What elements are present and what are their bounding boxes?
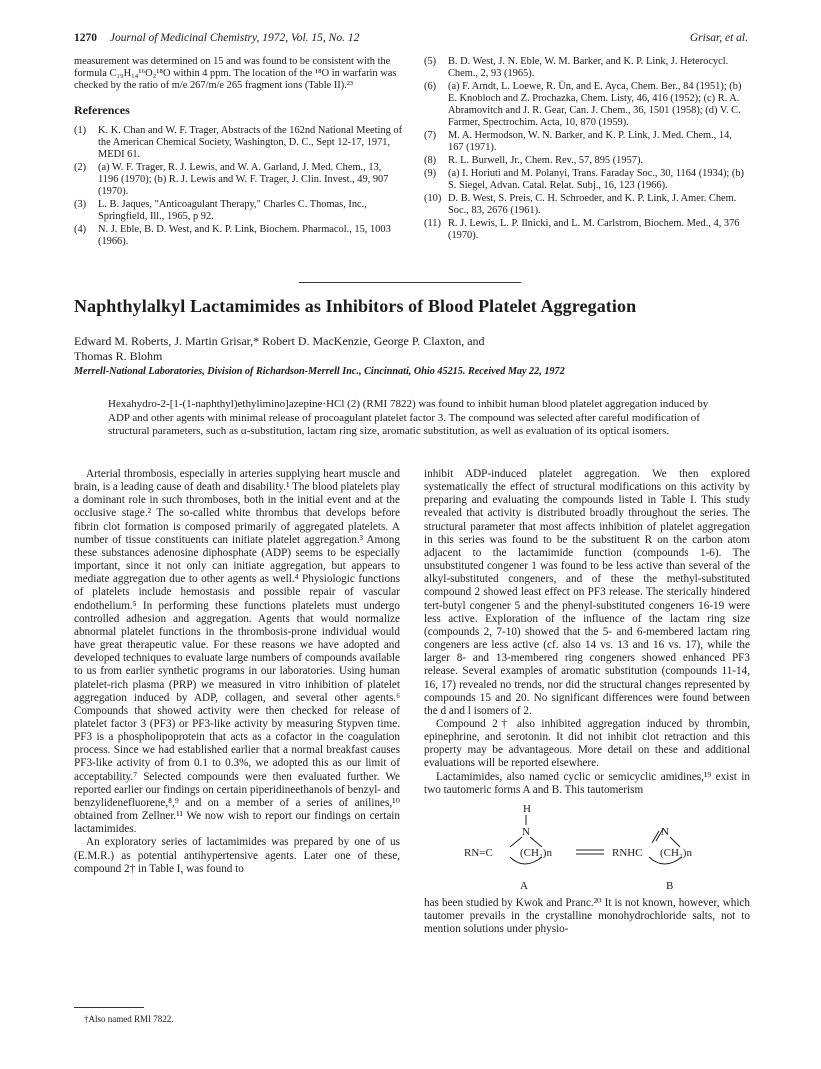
body-paragraph: Lactamimides, also named cyclic or semicyclic amidines,¹⁹ exist in two tautomeric forms A and B. This tautomerism — [424, 770, 750, 796]
reference-number: (3) — [74, 199, 87, 210]
reference-text: (a) F. Arndt, L. Loewe, R. Ün, and E. Ayca, Chem. Ber., 84 (1951); (b) E. Knobloch and Z. Prochazka, Chem. Listy, 46, 416 (1952); (c) R. A. Abramovitch and J. R. Gear, Can. J. Chem., 36, 1501 (1958); (d) V. C. Farmer, Spectrochim. Acta, 10, 870 (1959). — [448, 81, 742, 128]
ring-nitrogen-a: N — [522, 825, 530, 838]
reference-list-left — [74, 125, 404, 248]
page-number: 1270 — [74, 32, 97, 44]
reference-number: (2) — [74, 162, 87, 173]
footnote: †Also named RMI 7822. — [84, 1014, 174, 1024]
reference-number: (11) — [424, 218, 441, 229]
form-a-label: A — [520, 879, 528, 892]
reference-item — [74, 162, 404, 198]
form-b-ring-label: (CH₂)n — [660, 846, 692, 859]
section-divider — [299, 282, 521, 283]
reference-item — [424, 56, 750, 80]
ring-bond-a2 — [530, 837, 542, 847]
body-column-left — [74, 468, 400, 876]
reference-text: K. K. Chan and W. F. Trager, Abstracts of the 162nd National Meeting of the American Chemical Society, Washington, D. C., Sept 12-17, 1971, MEDI 61. — [98, 125, 403, 160]
reference-number: (1) — [74, 125, 87, 136]
reference-item — [424, 155, 750, 167]
reference-list-right — [424, 56, 750, 242]
reference-item — [74, 224, 404, 248]
reference-text: (a) I. Horiuti and M. Polanyi, Trans. Faraday Soc., 30, 1164 (1934); (b) S. Siegel, Advan. Catal. Relat. Subj., 16, 123 (1966). — [448, 168, 745, 191]
previous-article-end — [74, 56, 404, 249]
body-column-right — [424, 468, 750, 936]
reference-text: N. J. Eble, B. D. West, and K. P. Link, Biochem. Pharmacol., 15, 1003 (1966). — [98, 224, 391, 247]
form-a-ring-label: (CH₂)n — [520, 846, 552, 859]
form-a-left-group: RN=C — [464, 846, 493, 859]
references-heading: References — [74, 103, 130, 117]
article-abstract: Hexahydro-2-[1-(1-naphthyl)ethylimino]azepine·HCl (2) (RMI 7822) was found to inhibit human blood platelet aggregation induced by ADP and other agents with minimal release of procoagulant platelet factor 3. The compound was selected after careful modification of structural parameters, such as α-substitution, lactam ring size, aromatic substitution, as well as evaluation of its optical isomers. — [108, 398, 709, 437]
reference-text: B. D. West, J. N. Eble, W. M. Barker, and K. P. Link, J. Heterocycl. Chem., 2, 93 (1965). — [448, 56, 729, 79]
hydrogen-label: H — [523, 802, 531, 815]
reference-item — [424, 218, 750, 242]
ring-bond-b — [670, 837, 680, 847]
ring-nitrogen-b: N — [661, 825, 669, 838]
carryover-text: measurement was determined on 15 and was found to be consistent with the formula C₁₉H₁₄¹⁶O₂¹⁸O within 4 ppm. The location of the ¹⁸O in warfarin was checked by the ratio of m/e 267/m/e 265 fragment ions (Table II).²³ — [74, 56, 397, 91]
reference-text: M. A. Hermodson, W. N. Barker, and K. P. Link, J. Med. Chem., 14, 167 (1971). — [448, 130, 732, 153]
reference-number: (4) — [74, 224, 87, 235]
tautomer-scheme — [424, 801, 750, 895]
reference-number: (7) — [424, 130, 437, 141]
article-affiliation: Merrell-National Laboratories, Division of Richardson-Merrell Inc., Cincinnati, Ohio 45215. Received May 22, 1972 — [74, 366, 565, 377]
body-paragraph: has been studied by Kwok and Pranc.²⁰ It is not known, however, which tautomer prevails in the crystalline monohydrochloride salts, not to mention solutions under physio- — [424, 896, 750, 936]
reference-text: (a) W. F. Trager, R. J. Lewis, and W. A. Garland, J. Med. Chem., 13, 1196 (1970); (b) R. J. Lewis and W. F. Trager, J. Clin. Invest., 49, 907 (1970). — [98, 162, 389, 197]
reference-item — [74, 125, 404, 161]
body-paragraph: An exploratory series of lactamimides was prepared by one of us (E.M.R.) as potential antihypertensive agents. Later one of these, compound 2† in Table I, was found to — [74, 836, 400, 875]
article-authors: Edward M. Roberts, J. Martin Grisar,* Robert D. MacKenzie, George P. Claxton, and Thomas R. Blohm — [74, 334, 485, 363]
reference-number: (9) — [424, 168, 437, 179]
reference-number: (6) — [424, 81, 437, 92]
footnote-rule — [74, 1007, 144, 1008]
reference-item — [74, 199, 404, 223]
reference-text: R. L. Burwell, Jr., Chem. Rev., 57, 895 (1957). — [448, 155, 644, 166]
reference-item — [424, 81, 750, 129]
reference-number: (8) — [424, 155, 437, 166]
tautomer-structure-svg — [464, 801, 714, 893]
reference-text: D. B. West, S. Preis, C. H. Schroeder, and K. P. Link, J. Amer. Chem. Soc., 83, 2676 (1961). — [448, 193, 737, 216]
running-author: Grisar, et al. — [689, 32, 748, 44]
article-title: Naphthylalkyl Lactamimides as Inhibitors of Blood Platelet Aggregation — [74, 296, 637, 316]
running-header — [74, 32, 748, 44]
reference-item — [424, 193, 750, 217]
body-paragraph: inhibit ADP-induced platelet aggregation. We then explored systematically the effect of structural modifications on this activity by preparing and evaluating the compounds listed in Table I. This study revealed that activity is distributed broadly throughout the series. The structural parameter that most affects inhibition of platelet aggregation in this series was found to be the substituent R on the carbon atom adjacent to the lactamimide function (compounds 1-6). The unsubstituted congener 1 was found to be less active than several of the alkyl-substituted congeners, and of these the methyl-substituted compound 2 showed least effect on PF3 release. The sterically hindered tert-butyl congener 5 and the phenyl-substituted congeners 16-19 were less active. Exploration of the influence of the lactam ring size (compounds 2, 7-10) showed that the 5- and 6-membered lactam ring congeners are less active (cf. also 14 vs. 13 and 16 vs. 17), while the larger 8- and 13-membered ring congeners showed enhanced PF3 release. Several examples of aromatic substitution (compounds 11-14, 16, 17) revealed no trends, nor did the structural changes represented by compounds 15 and 20. No significant differences were found between the d and l isomers of 2. — [424, 468, 750, 717]
reference-text: L. B. Jaques, "Anticoagulant Therapy," Charles C. Thomas, Inc., Springfield, Ill., 1965, p 92. — [98, 199, 367, 222]
reference-item — [424, 168, 750, 192]
reference-item — [424, 130, 750, 154]
reference-number: (5) — [424, 56, 437, 67]
reference-text: R. J. Lewis, L. P. Ilnicki, and L. M. Carlstrom, Biochem. Med., 4, 376 (1970). — [448, 218, 740, 241]
form-b-left-group: RNHC — [612, 846, 643, 859]
journal-citation: Journal of Medicinal Chemistry, 1972, Vol. 15, No. 12 — [109, 32, 360, 44]
reference-list-right-column — [424, 56, 750, 243]
ring-bond-a1 — [510, 837, 522, 847]
form-b-label: B — [666, 879, 674, 892]
body-paragraph: Arterial thrombosis, especially in arteries supplying heart muscle and brain, is a leading cause of death and disability.¹ The blood platelets play a dominant role in such thromboses, both in the initial event and at the occlusive stage.² The so-called white thrombus that develops before fibrin clot formation is composed primarily of aggregated platelets. A number of tissue constituents can initiate platelet aggregation.³ Among these substances adenosine diphosphate (ADP) seems to be especially important, since it not only can initiate aggregation, but appears to mediate aggregation due to other agents as well.⁴ Physiologic functions of platelets include hemostasis and possible repair of vascular endothelium.⁵ In performing these functions platelets must undergo controlled adhesion and aggregation. Agents that would normalize abnormal platelet functions in the thrombosis-prone individual would have great therapeutic value. For these reasons we have adopted and developed techniques to evaluate large numbers of compounds available to us from earlier synthetic programs in our laboratories. Using human platelet-rich plasma (PRP) we measured in vitro inhibition of platelet aggregation induced by ADP, collagen, and several other agents.⁶ Compounds that showed activity were then checked for release of platelet factor 3 (PF3) or PF3-like activity by measuring Stypven time. PF3 is a phospholipoprotein that acts as a cofactor in the coagulation process. Since we had established earlier that a normal breakfast causes PF3-like activity of from 0.1 to 0.3%, we adopted this as our limit of acceptability.⁷ Selected compounds were then evaluated further. We reported earlier our findings on certain piperidineethanols of benzyl- and benzylidenefluorene,⁸,⁹ and on a member of a series of anilines,¹⁰ obtained from Zellner.¹¹ We now wish to report our findings on certain lactamimides. — [74, 468, 400, 836]
body-paragraph: Compound 2† also inhibited aggregation induced by thrombin, epinephrine, and serotonin. It did not inhibit clot retraction and this property may be advantageous. More detail on these and additional evaluations will be reported elsewhere. — [424, 717, 750, 770]
reference-number: (10) — [424, 193, 442, 204]
